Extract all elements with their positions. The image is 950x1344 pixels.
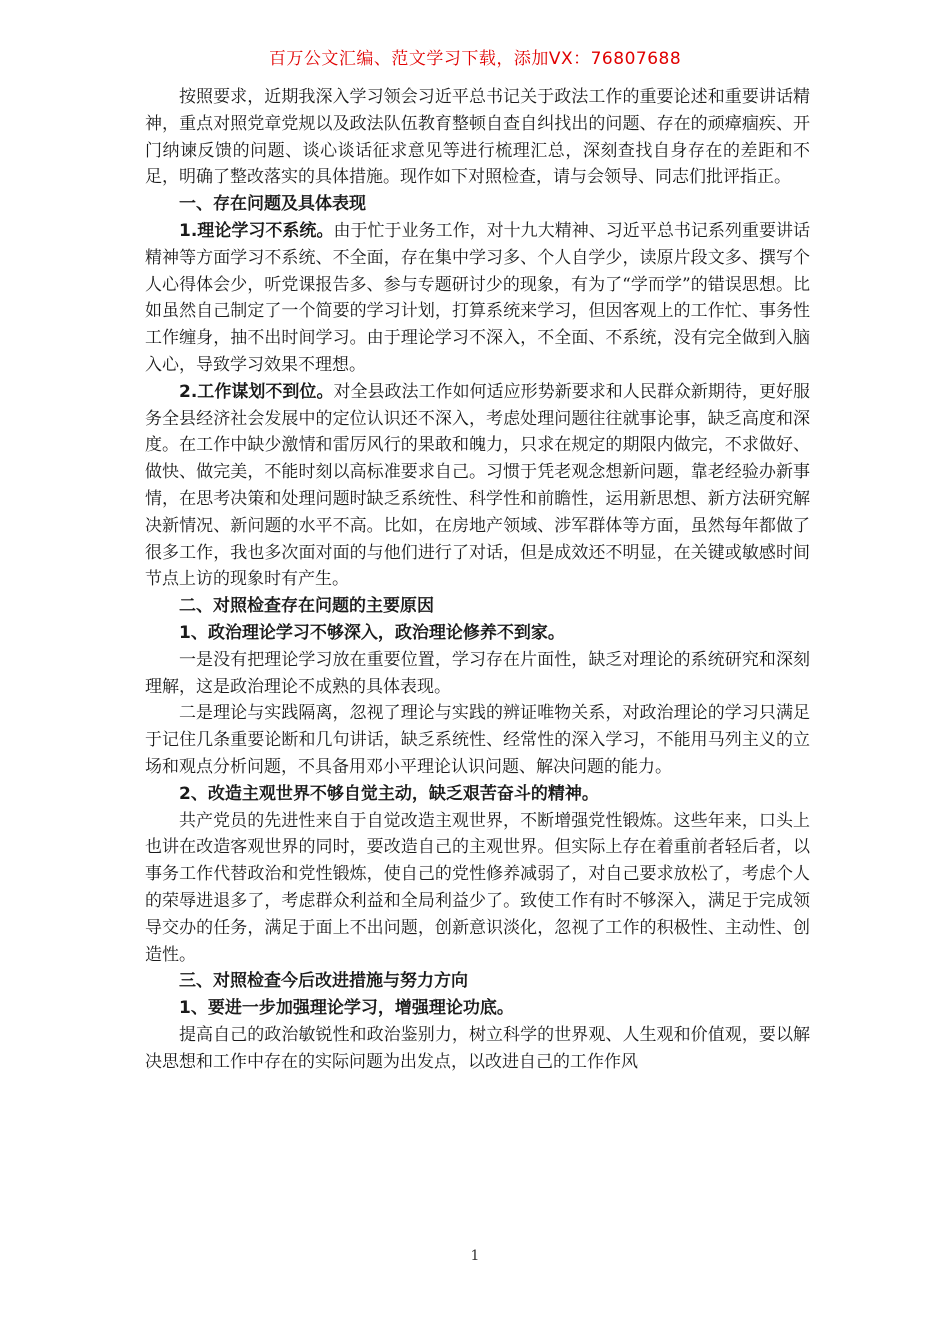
section-3-item-1-heading: 1、要进一步加强理论学习，增强理论功底。: [179, 998, 514, 1019]
intro-paragraph: 按照要求，近期我深入学习领会习近平总书记关于政法工作的重要论述和重要讲话精神，重点对照党章党规以及政法队伍教育整顿自查自纠找出的问题、存在的顽瘴痼疾、开门纳谏反馈的问题、谈心谈话征求意见等进行梳理汇总，深刻查找自身存在的差距和不足，明确了整改落实的具体措施。现作如下对照检查，请与会领导、同志们批评指正。: [145, 87, 810, 188]
section-3-heading: 三、对照检查今后改进措施与努力方向: [179, 971, 468, 992]
page-number: 1: [470, 1248, 480, 1264]
document-body: [145, 84, 810, 1075]
section-1-heading: 一、存在问题及具体表现: [179, 194, 366, 215]
header-banner: 百万公文汇编、范文学习下载，添加VX：76807688: [268, 49, 682, 69]
section-2-item-1-paragraph-1: 一是没有把理论学习放在重要位置，学习存在片面性，缺乏对理论的系统研究和深刻理解，这是政治理论不成熟的具体表现。: [145, 649, 810, 697]
section-1-item-2-text: 对全县政法工作如何适应形势新要求和人民群众新期待，更好服务全县经济社会发展中的定位认识还不深入，考虑处理问题往往就事论事，缺乏高度和深度。在工作中缺少激情和雷厉风行的果敢和魄力，只求在规定的期限内做完，不求做好、做快、做完美，不能时刻以高标准要求自己。习惯于凭老观念想新问题，靠老经验办新事情，在思考决策和处理问题时缺乏系统性、科学性和前瞻性，运用新思想、新方法研究解决新情况、新问题的水平不高。比如，在房地产领域、涉军群体等方面，虽然每年都做了很多工作，我也多次面对面的与他们进行了对话，但是成效还不明显，在关键或敏感时间节点上访的现象时有产生。: [145, 381, 810, 590]
section-1-item-1-lead: 1.理论学习不系统。: [179, 220, 334, 241]
section-1-item-1: [145, 218, 810, 379]
section-3-item-1-paragraph-1: 提高自己的政治敏锐性和政治鉴别力，树立科学的世界观、人生观和价值观，要以解决思想和工作中存在的实际问题为出发点，以改进自己的工作作风: [145, 1024, 810, 1072]
section-2-item-2-paragraph-1: 共产党员的先进性来自于自觉改造主观世界，不断增强党性锻炼。这些年来，口头上也讲在改造客观世界的同时，要改造自己的主观世界。但实际上存在着重前者轻后者，以事务工作代替政治和党性锻炼，使自己的党性修养减弱了，对自己要求放松了，考虑个人的荣辱进退多了，考虑群众利益和全局利益少了。致使工作有时不够深入，满足于完成领导交办的任务，满足于面上不出问题，创新意识淡化，忽视了工作的积极性、主动性、创造性。: [145, 810, 810, 965]
section-1-item-2: [145, 379, 810, 593]
section-2-item-2-heading: 2、改造主观世界不够自觉主动，缺乏艰苦奋斗的精神。: [179, 783, 599, 804]
section-2-item-1-paragraph-2: 二是理论与实践隔离，忽视了理论与实践的辨证唯物关系，对政治理论的学习只满足于记住几条重要论断和几句讲话，缺乏系统性、经常性的深入学习，不能用马列主义的立场和观点分析问题，不具备用邓小平理论认识问题、解决问题的能力。: [145, 703, 810, 777]
section-1-item-1-text: 由于忙于业务工作，对十九大精神、习近平总书记系列重要讲话精神等方面学习不系统、不全面，存在集中学习多、个人自学少，读原片段文多、撰写个人心得体会少，听党课报告多、参与专题研讨少的现象，有为了“学而学”的错误思想。比如虽然自己制定了一个简要的学习计划，打算系统来学习，但因客观上的工作忙、事务性工作缠身，抽不出时间学习。由于理论学习不深入，不全面、不系统，没有完全做到入脑入心，导致学习效果不理想。: [145, 220, 810, 375]
section-1-item-2-lead: 2.工作谋划不到位。: [179, 381, 334, 402]
section-2-heading: 二、对照检查存在问题的主要原因: [179, 596, 434, 617]
section-2-item-1-heading: 1、政治理论学习不够深入，政治理论修养不到家。: [179, 622, 565, 643]
